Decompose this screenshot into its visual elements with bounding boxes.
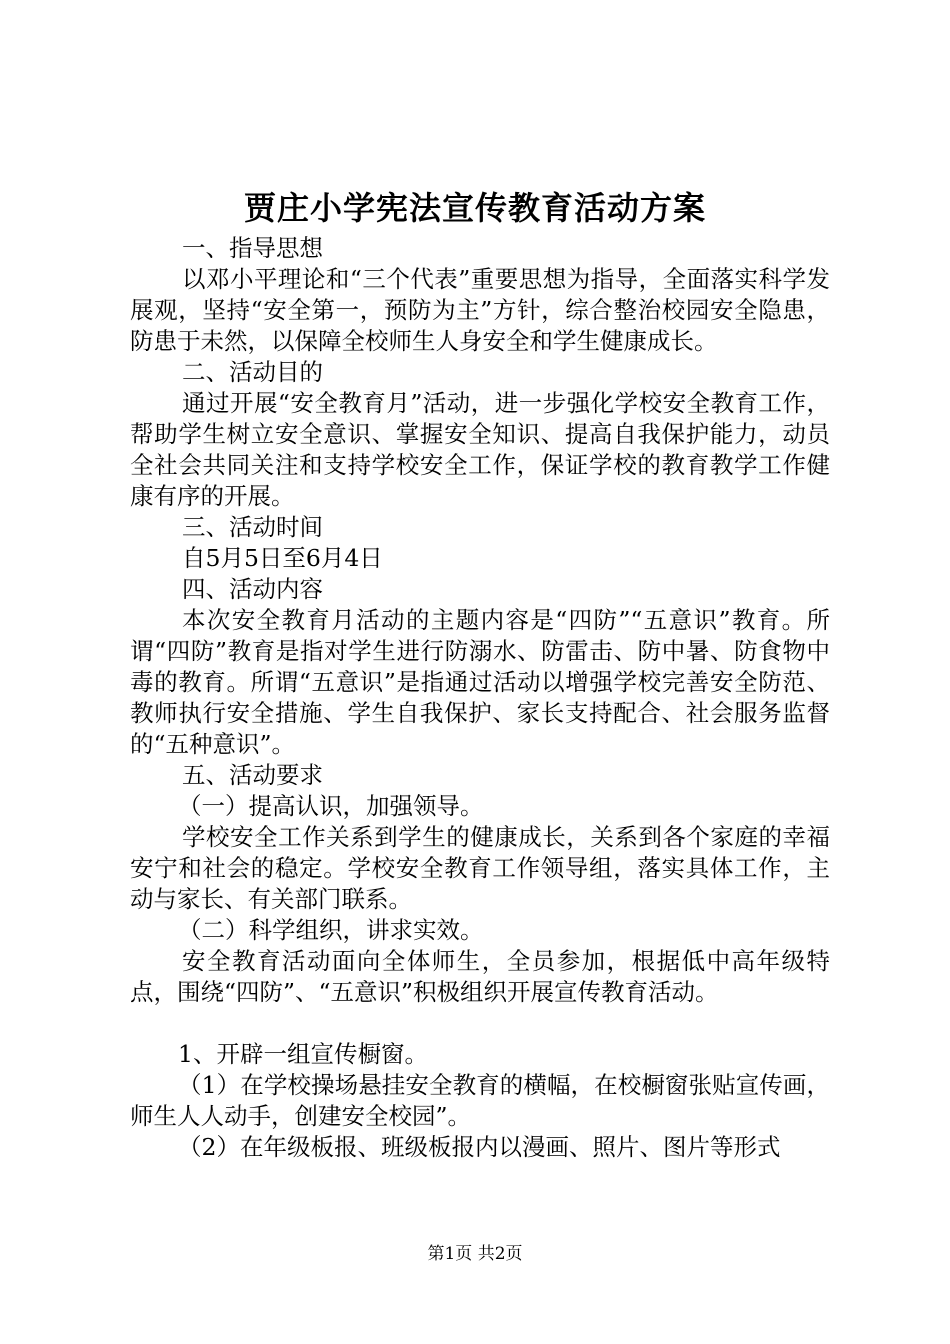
- paragraph-scientific-organization: 安全教育活动面向全体师生，全员参加，根据低中高年级特点，围绕“四防”、“五意识”积极组织开展宣传教育活动。: [130, 947, 830, 1006]
- list-item-banner: （1）在学校操场悬挂安全教育的横幅，在校橱窗张贴宣传画，师生人人动手，创建安全校园”。: [130, 1071, 830, 1130]
- page-footer: 第1页 共2页: [427, 1244, 523, 1264]
- paragraph-raise-awareness: 学校安全工作关系到学生的健康成长，关系到各个家庭的幸福安宁和社会的稳定。学校安全教育工作领导组，落实具体工作，主动与家长、有关部门联系。: [130, 823, 830, 913]
- paragraph-guiding-ideology: 以邓小平理论和“三个代表”重要思想为指导，全面落实科学发展观，坚持“安全第一，预防为主”方针，综合整治校园安全隐患，防患于未然，以保障全校师生人身安全和学生健康成长。: [130, 265, 830, 355]
- section-heading-activity-requirements: 五、活动要求: [182, 761, 323, 789]
- list-item-publicity-window: 1、开辟一组宣传橱窗。: [178, 1040, 428, 1068]
- section-heading-activity-purpose: 二、活动目的: [182, 358, 323, 386]
- paragraph-activity-purpose: 通过开展“安全教育月”活动，进一步强化学校安全教育工作，帮助学生树立安全意识、掌握安全知识、提高自我保护能力，动员全社会共同关注和支持学校安全工作，保证学校的教育教学工作健康有序的开展。: [130, 389, 830, 510]
- section-heading-activity-time: 三、活动时间: [182, 513, 323, 541]
- section-heading-guiding-ideology: 一、指导思想: [182, 234, 323, 262]
- subheading-raise-awareness: （一）提高认识，加强领导。: [178, 792, 484, 820]
- paragraph-activity-content: 本次安全教育月活动的主题内容是“四防”“五意识”教育。所谓“四防”教育是指对学生进行防溺水、防雷击、防中暑、防食物中毒的教育。所谓“五意识”是指通过活动以增强学校完善安全防范、教师执行安全措施、学生自我保护、家长支持配合、社会服务监督的“五种意识”。: [130, 606, 830, 758]
- paragraph-activity-time: 自5月5日至6月4日: [182, 544, 383, 572]
- document-body: [130, 233, 830, 1163]
- document-title: 贾庄小学宪法宣传教育活动方案: [243, 189, 706, 227]
- section-heading-activity-content: 四、活动内容: [182, 575, 323, 603]
- list-item-blackboard: （2）在年级板报、班级板报内以漫画、照片、图片等形式: [178, 1133, 781, 1161]
- subheading-scientific-organization: （二）科学组织，讲求实效。: [178, 916, 484, 944]
